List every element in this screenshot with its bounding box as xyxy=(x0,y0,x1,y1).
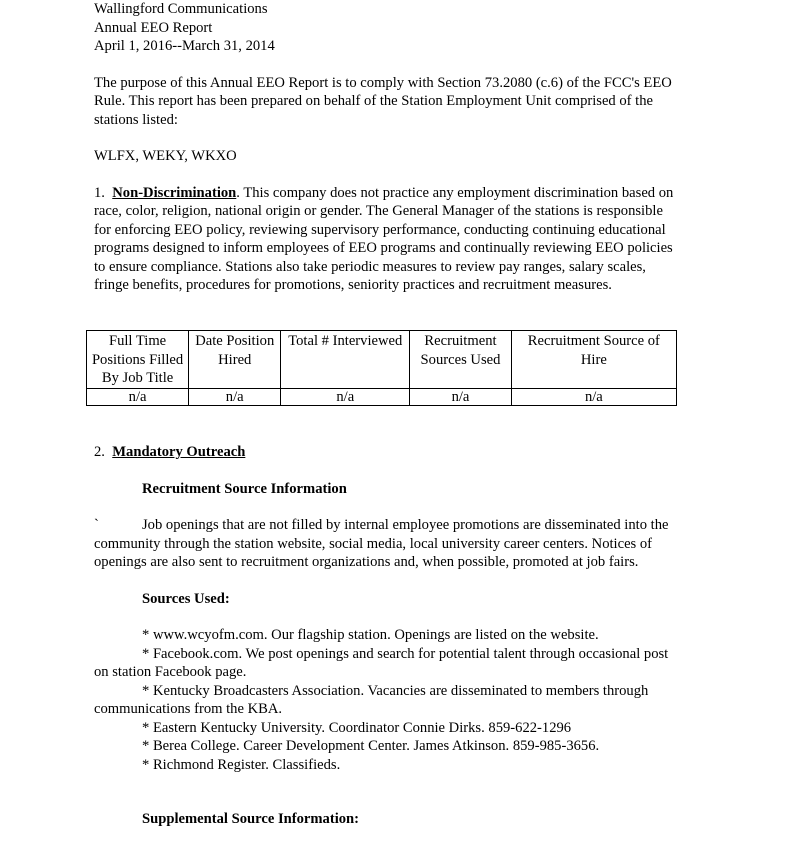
table-header: Full Time Positions Filled By Job Title xyxy=(87,331,189,389)
list-item: * Richmond Register. Classifieds. xyxy=(142,756,341,773)
list-item: * Kentucky Broadcasters Association. Vacancies are disseminated to members through communications from the KBA. xyxy=(94,682,649,717)
table-cell: n/a xyxy=(189,388,281,405)
document-page xyxy=(94,0,674,295)
sources-heading: Sources Used: xyxy=(142,590,230,607)
section-1-heading: Non-Discrimination xyxy=(112,184,237,201)
report-period: April 1, 2016--March 31, 2014 xyxy=(94,38,275,54)
table-cell: n/a xyxy=(511,388,676,405)
table-header: Total # Interviewed xyxy=(281,331,410,389)
table-header: Recruitment Sources Used xyxy=(410,331,512,389)
list-item: * Berea College. Career Development Center. James Atkinson. 859-985-3656. xyxy=(142,738,600,754)
recruitment-body: Job openings that are not filled by internal employee promotions are disseminated into the community through the station website, social media, local university career centers. Notices of openings are also sent to recruitment organizations and, when possible, promoted at job fairs. xyxy=(94,517,669,570)
report-title: Annual EEO Report xyxy=(94,19,213,36)
list-item: * Facebook.com. We post openings and search for potential talent through occasional post on station Facebook page. xyxy=(94,645,669,680)
section-2 xyxy=(94,443,674,829)
section-1-number: 1. xyxy=(94,184,105,201)
section-1-body: . This company does not practice any employment discrimination based on race, color, religion, national origin or gender. The General Manager of the stations is responsible for enforcing EEO policy, reviewing supervisory performance, conducting continuing educational programs designed to inform employees of EEO programs and continually reviewing EEO policies to ensure compliance. Stations also take periodic measures to review pay ranges, salary scales, fringe benefits, procedures for promotions, seniority practices and recruitment measures. xyxy=(94,184,674,293)
purpose-paragraph: The purpose of this Annual EEO Report is to comply with Section 73.2080 (c.6) of the FCC's EEO Rule. This report has been prepared on behalf of the Station Employment Unit comprised of the stations listed: xyxy=(94,74,672,128)
list-item: * Eastern Kentucky University. Coordinator Connie Dirks. 859-622-1296 xyxy=(142,719,572,736)
section-2-heading: Mandatory Outreach xyxy=(112,444,246,460)
section-1-paragraph xyxy=(94,184,674,295)
recruitment-source-heading: Recruitment Source Information xyxy=(142,480,347,497)
table-header-row xyxy=(87,331,677,389)
recruitment-paragraph xyxy=(94,516,674,572)
supplemental-heading: Supplemental Source Information: xyxy=(142,811,360,827)
table-header: Date Position Hired xyxy=(189,331,281,389)
table-cell: n/a xyxy=(410,388,512,405)
section-2-number: 2. xyxy=(94,444,105,460)
section-2-title xyxy=(94,443,674,462)
table-cell: n/a xyxy=(281,388,410,405)
table-cell: n/a xyxy=(87,388,189,405)
list-item: * www.wcyofm.com. Our flagship station. Openings are listed on the website. xyxy=(142,627,599,643)
station-list: WLFX, WEKY, WKXO xyxy=(94,148,237,164)
table-header: Recruitment Source of Hire xyxy=(511,331,676,389)
hiring-table xyxy=(86,330,677,406)
table-row xyxy=(87,388,677,405)
tick-mark: ` xyxy=(94,517,99,533)
company-name: Wallingford Communications xyxy=(94,1,268,17)
